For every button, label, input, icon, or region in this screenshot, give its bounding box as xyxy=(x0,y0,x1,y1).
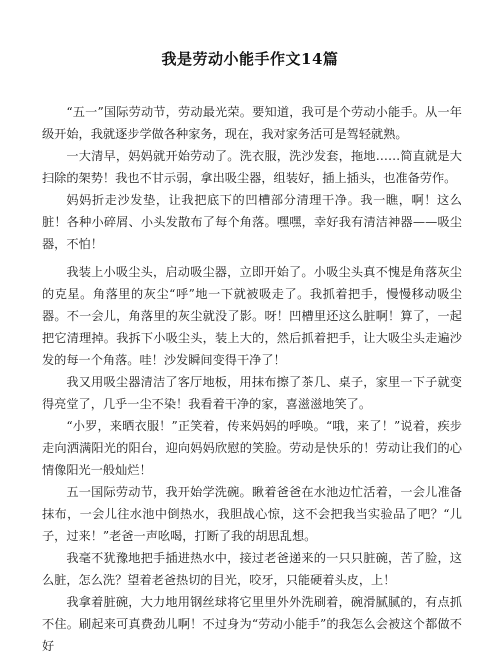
paragraph: 我装上小吸尘头，启动吸尘器，立即开始了。小吸尘头真不愧是角落灰尘的克星。角落里的灰尘“呼”地一下就被吸走了。我抓着把手，慢慢移动吸尘器。不一会儿，角落里的灰尘就没了影。呀！凹槽里还这么脏啊！算了，一起把它清理掉。我拆下小吸尘头，装上大的，然后抓着把手，让大吸尘头走遍沙发的每一个角落。哇！沙发瞬间变得干净了！ xyxy=(42,265,462,367)
document-title: 我是劳动小能手作文14篇 xyxy=(161,50,339,68)
paragraph: 我毫不犹豫地把手插进热水中，接过老爸递来的一只只脏碗，苦了脸，这么脏，怎么洗？望着老爸热切的目光，咬牙，只能硬着头皮，上！ xyxy=(42,551,462,587)
paragraph: “小罗，来晒衣服！”正笑着，传来妈妈的呼唤。“哦，来了！”说着，疾步走向洒满阳光的阳台，迎向妈妈欣慰的笑脸。劳动是快乐的！劳动让我们的心情像阳光一般灿烂！ xyxy=(42,419,462,477)
paragraph: “五一”国际劳动节，劳动最光荣。要知道，我可是个劳动小能手。从一年级开始，我就逐步学做各种家务，现在，我对家务活可是驾轻就熟。 xyxy=(42,105,462,141)
paragraph: 我又用吸尘器清洁了客厅地板，用抹布擦了茶几、桌子，家里一下子就变得亮堂了，几乎一尘不染！我看着干净的家，喜滋滋地笑了。 xyxy=(42,375,462,411)
paragraph: 妈妈折走沙发垫，让我把底下的凹槽部分清理干净。我一瞧，啊！这么脏！各种小碎屑、小头发散布了每个角落。嘿嘿，幸好我有清洁神器——吸尘器，不怕！ xyxy=(42,193,462,251)
paragraph: 一大清早，妈妈就开始劳动了。洗衣服，洗沙发套，拖地……简直就是大扫除的架势！我也不甘示弱，拿出吸尘器，组装好，插上插头，也准备劳作。 xyxy=(42,149,462,185)
paragraph: 我拿着脏碗，大力地用钢丝球将它里里外外洗刷着，碗滑腻腻的，有点抓不住。刷起来可真费劲儿啊！不过身为“劳动小能手”的我怎么会被这个都做不好 xyxy=(42,595,462,653)
paragraph: 五一国际劳动节，我开始学洗碗。瞅着爸爸在水池边忙活着，一会儿准备抹布，一会儿往水池中倒热水，我胆战心惊，这不会把我当实验品了吧？“儿子，过来！”老爸一声吆喝，打断了我的胡思乱想。 xyxy=(42,485,462,543)
document-body xyxy=(42,101,462,657)
